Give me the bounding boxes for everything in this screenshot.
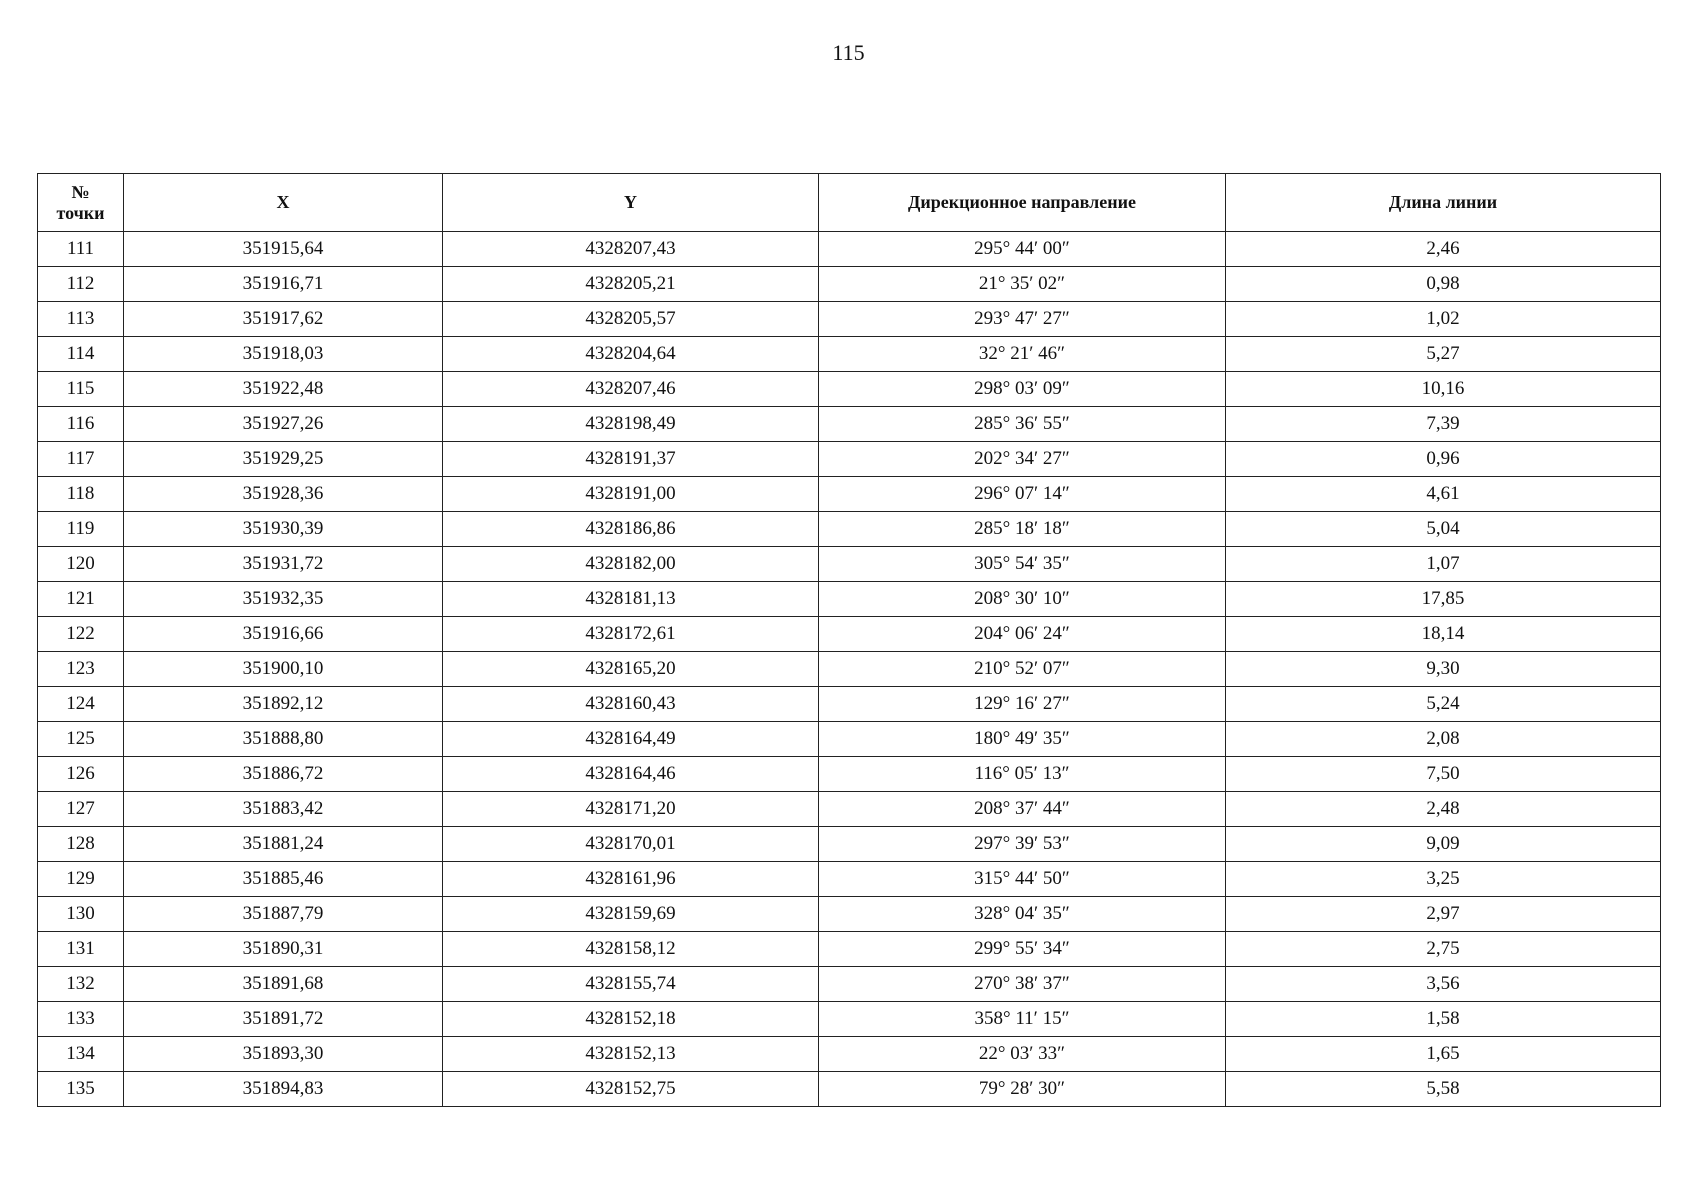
cell-direction: 79° 28′ 30″: [819, 1072, 1226, 1107]
table-row: [38, 512, 1661, 547]
table-row: [38, 687, 1661, 722]
cell-y: 4328158,12: [443, 932, 819, 967]
cell-y: 4328160,43: [443, 687, 819, 722]
cell-direction: 208° 37′ 44″: [819, 792, 1226, 827]
header-length: Длина линии: [1226, 174, 1661, 232]
cell-direction: 285° 18′ 18″: [819, 512, 1226, 547]
cell-direction: 204° 06′ 24″: [819, 617, 1226, 652]
header-y: Y: [443, 174, 819, 232]
cell-direction: 116° 05′ 13″: [819, 757, 1226, 792]
cell-x: 351917,62: [124, 302, 443, 337]
cell-x: 351881,24: [124, 827, 443, 862]
table-row: [38, 267, 1661, 302]
cell-direction: 129° 16′ 27″: [819, 687, 1226, 722]
cell-direction: 295° 44′ 00″: [819, 232, 1226, 267]
cell-length: 7,39: [1226, 407, 1661, 442]
cell-length: 3,56: [1226, 967, 1661, 1002]
cell-point-number: 131: [38, 932, 124, 967]
cell-point-number: 135: [38, 1072, 124, 1107]
cell-point-number: 120: [38, 547, 124, 582]
cell-point-number: 126: [38, 757, 124, 792]
cell-direction: 202° 34′ 27″: [819, 442, 1226, 477]
cell-length: 3,25: [1226, 862, 1661, 897]
header-row: [38, 174, 1661, 232]
coordinates-table: [37, 173, 1661, 1107]
cell-length: 2,46: [1226, 232, 1661, 267]
cell-length: 2,08: [1226, 722, 1661, 757]
table-row: [38, 547, 1661, 582]
cell-length: 18,14: [1226, 617, 1661, 652]
cell-point-number: 129: [38, 862, 124, 897]
cell-point-number: 124: [38, 687, 124, 722]
cell-direction: 358° 11′ 15″: [819, 1002, 1226, 1037]
cell-length: 5,04: [1226, 512, 1661, 547]
cell-direction: 293° 47′ 27″: [819, 302, 1226, 337]
cell-y: 4328164,49: [443, 722, 819, 757]
cell-x: 351891,68: [124, 967, 443, 1002]
cell-y: 4328165,20: [443, 652, 819, 687]
table-row: [38, 1037, 1661, 1072]
cell-y: 4328191,37: [443, 442, 819, 477]
cell-x: 351888,80: [124, 722, 443, 757]
cell-y: 4328172,61: [443, 617, 819, 652]
cell-y: 4328186,86: [443, 512, 819, 547]
cell-point-number: 119: [38, 512, 124, 547]
cell-x: 351885,46: [124, 862, 443, 897]
cell-y: 4328205,21: [443, 267, 819, 302]
cell-length: 1,07: [1226, 547, 1661, 582]
cell-x: 351932,35: [124, 582, 443, 617]
cell-length: 2,97: [1226, 897, 1661, 932]
cell-point-number: 130: [38, 897, 124, 932]
cell-point-number: 117: [38, 442, 124, 477]
cell-direction: 180° 49′ 35″: [819, 722, 1226, 757]
cell-length: 5,58: [1226, 1072, 1661, 1107]
table-row: [38, 407, 1661, 442]
cell-length: 10,16: [1226, 372, 1661, 407]
cell-point-number: 132: [38, 967, 124, 1002]
header-x: X: [124, 174, 443, 232]
cell-length: 1,02: [1226, 302, 1661, 337]
cell-direction: 305° 54′ 35″: [819, 547, 1226, 582]
cell-x: 351887,79: [124, 897, 443, 932]
cell-point-number: 115: [38, 372, 124, 407]
table-body: [38, 232, 1661, 1107]
cell-x: 351930,39: [124, 512, 443, 547]
table-row: [38, 932, 1661, 967]
cell-y: 4328161,96: [443, 862, 819, 897]
header-point-number: [38, 174, 124, 232]
cell-length: 7,50: [1226, 757, 1661, 792]
cell-x: 351891,72: [124, 1002, 443, 1037]
table-row: [38, 757, 1661, 792]
cell-point-number: 113: [38, 302, 124, 337]
cell-x: 351892,12: [124, 687, 443, 722]
cell-point-number: 116: [38, 407, 124, 442]
cell-x: 351890,31: [124, 932, 443, 967]
cell-point-number: 122: [38, 617, 124, 652]
cell-x: 351894,83: [124, 1072, 443, 1107]
cell-length: 5,24: [1226, 687, 1661, 722]
cell-point-number: 121: [38, 582, 124, 617]
table-row: [38, 1002, 1661, 1037]
cell-direction: 208° 30′ 10″: [819, 582, 1226, 617]
cell-x: 351928,36: [124, 477, 443, 512]
cell-direction: 297° 39′ 53″: [819, 827, 1226, 862]
cell-x: 351916,66: [124, 617, 443, 652]
table-row: [38, 337, 1661, 372]
header-point-number-label: точки: [56, 202, 105, 223]
cell-x: 351916,71: [124, 267, 443, 302]
table-row: [38, 372, 1661, 407]
table-row: [38, 827, 1661, 862]
cell-y: 4328152,18: [443, 1002, 819, 1037]
cell-direction: 210° 52′ 07″: [819, 652, 1226, 687]
cell-x: 351915,64: [124, 232, 443, 267]
header-point-number-symbol: №: [71, 181, 90, 202]
cell-y: 4328205,57: [443, 302, 819, 337]
cell-length: 9,30: [1226, 652, 1661, 687]
cell-x: 351931,72: [124, 547, 443, 582]
cell-x: 351886,72: [124, 757, 443, 792]
cell-direction: 315° 44′ 50″: [819, 862, 1226, 897]
table-row: [38, 967, 1661, 1002]
cell-direction: 299° 55′ 34″: [819, 932, 1226, 967]
cell-y: 4328164,46: [443, 757, 819, 792]
table-row: [38, 897, 1661, 932]
table-row: [38, 302, 1661, 337]
cell-y: 4328159,69: [443, 897, 819, 932]
table-row: [38, 617, 1661, 652]
cell-x: 351929,25: [124, 442, 443, 477]
cell-direction: 270° 38′ 37″: [819, 967, 1226, 1002]
cell-direction: 296° 07′ 14″: [819, 477, 1226, 512]
cell-point-number: 128: [38, 827, 124, 862]
cell-direction: 32° 21′ 46″: [819, 337, 1226, 372]
page-number: 115: [832, 40, 865, 65]
cell-y: 4328152,75: [443, 1072, 819, 1107]
cell-y: 4328207,43: [443, 232, 819, 267]
cell-x: 351927,26: [124, 407, 443, 442]
table-row: [38, 862, 1661, 897]
table-row: [38, 792, 1661, 827]
cell-y: 4328155,74: [443, 967, 819, 1002]
cell-length: 17,85: [1226, 582, 1661, 617]
cell-y: 4328207,46: [443, 372, 819, 407]
header-direction: Дирекционное направление: [819, 174, 1226, 232]
cell-direction: 285° 36′ 55″: [819, 407, 1226, 442]
cell-length: 0,98: [1226, 267, 1661, 302]
cell-y: 4328182,00: [443, 547, 819, 582]
cell-point-number: 125: [38, 722, 124, 757]
table-row: [38, 652, 1661, 687]
table-row: [38, 1072, 1661, 1107]
table-header: [38, 174, 1661, 232]
cell-point-number: 123: [38, 652, 124, 687]
cell-y: 4328152,13: [443, 1037, 819, 1072]
cell-y: 4328198,49: [443, 407, 819, 442]
cell-length: 9,09: [1226, 827, 1661, 862]
cell-y: 4328181,13: [443, 582, 819, 617]
cell-length: 2,48: [1226, 792, 1661, 827]
cell-direction: 21° 35′ 02″: [819, 267, 1226, 302]
cell-length: 4,61: [1226, 477, 1661, 512]
cell-point-number: 134: [38, 1037, 124, 1072]
cell-direction: 22° 03′ 33″: [819, 1037, 1226, 1072]
cell-length: 5,27: [1226, 337, 1661, 372]
cell-point-number: 127: [38, 792, 124, 827]
cell-point-number: 111: [38, 232, 124, 267]
cell-y: 4328171,20: [443, 792, 819, 827]
cell-length: 1,65: [1226, 1037, 1661, 1072]
cell-length: 0,96: [1226, 442, 1661, 477]
cell-length: 2,75: [1226, 932, 1661, 967]
cell-x: 351918,03: [124, 337, 443, 372]
table-row: [38, 582, 1661, 617]
table-row: [38, 232, 1661, 267]
cell-x: 351883,42: [124, 792, 443, 827]
cell-x: 351893,30: [124, 1037, 443, 1072]
cell-x: 351900,10: [124, 652, 443, 687]
table-row: [38, 477, 1661, 512]
cell-y: 4328204,64: [443, 337, 819, 372]
cell-length: 1,58: [1226, 1002, 1661, 1037]
cell-direction: 328° 04′ 35″: [819, 897, 1226, 932]
cell-y: 4328191,00: [443, 477, 819, 512]
table-row: [38, 442, 1661, 477]
cell-point-number: 114: [38, 337, 124, 372]
cell-point-number: 112: [38, 267, 124, 302]
cell-x: 351922,48: [124, 372, 443, 407]
cell-y: 4328170,01: [443, 827, 819, 862]
cell-point-number: 118: [38, 477, 124, 512]
table-row: [38, 722, 1661, 757]
cell-direction: 298° 03′ 09″: [819, 372, 1226, 407]
cell-point-number: 133: [38, 1002, 124, 1037]
